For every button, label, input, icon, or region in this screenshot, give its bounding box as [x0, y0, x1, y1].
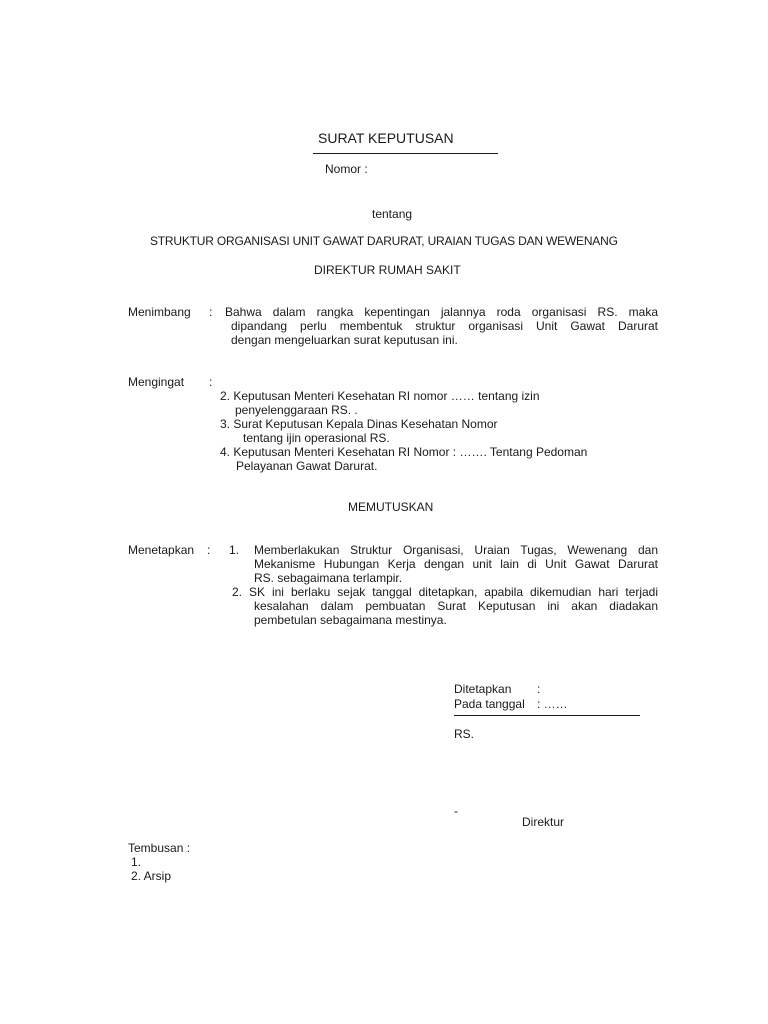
menetapkan-colon: : — [207, 543, 211, 557]
mengingat-label: Mengingat — [128, 375, 185, 389]
menimbang-line-3: dengan mengeluarkan surat keputusan ini. — [231, 333, 458, 347]
menimbang-label: Menimbang — [128, 305, 191, 319]
issuer-title: DIREKTUR RUMAH SAKIT — [314, 263, 461, 277]
signature-dash: - — [454, 804, 458, 818]
mengingat-item-3-line-1: 3. Surat Keputusan Kepala Dinas Kesehatan Nomor — [220, 417, 498, 431]
document-title: SURAT KEPUTUSAN — [318, 130, 454, 146]
mengingat-item-2-line-2: penyelenggaraan RS. . — [235, 403, 358, 417]
tembusan-label: Tembusan : — [128, 841, 191, 855]
menetapkan-item-1-line-1: Memberlakukan Struktur Organisasi, Uraian Tugas, Wewenang dan — [254, 543, 658, 557]
ditetapkan-value: : — [537, 682, 541, 696]
tentang-label: tentang — [372, 207, 413, 221]
tembusan-item-2: 2. Arsip — [131, 869, 172, 883]
mengingat-colon: : — [209, 375, 213, 389]
menimbang-line-2: dipandang perlu membentuk struktur organisasi Unit Gawat Darurat — [231, 319, 658, 333]
mengingat-item-4-line-1: 4. Keputusan Menteri Kesehatan RI Nomor : ……. Tentang Pedoman — [220, 445, 588, 459]
tanggal-label: Pada tanggal — [454, 697, 525, 711]
rs-label: RS. — [454, 727, 475, 741]
tanggal-value: : …… — [537, 697, 568, 711]
menetapkan-item-2-line-2: kesalahan dalam pembuatan Surat Keputusan ini akan diadakan — [254, 599, 658, 613]
mengingat-item-4-line-2: Pelayanan Gawat Darurat. — [236, 459, 378, 473]
direktur-label: Direktur — [522, 815, 565, 829]
menetapkan-item-2-line-3: pembetulan sebagaimana mestinya. — [254, 613, 447, 627]
tembusan-item-1: 1. — [131, 855, 142, 869]
menetapkan-item-2-line-1: 2. SK ini berlaku sejak tanggal ditetapkan, apabila dikemudian hari terjadi — [232, 585, 658, 599]
mengingat-item-2-line-1: 2. Keputusan Menteri Kesehatan RI nomor …… tentang izin — [220, 389, 540, 403]
menimbang-colon: : — [209, 305, 213, 319]
menetapkan-item-1-line-3: RS. sebagaimana terlampir. — [254, 571, 403, 585]
decision-subject: STRUKTUR ORGANISASI UNIT GAWAT DARURAT, URAIAN TUGAS DAN WEWENANG — [150, 234, 618, 248]
menetapkan-label: Menetapkan — [128, 543, 195, 557]
ditetapkan-label: Ditetapkan — [454, 682, 512, 696]
menetapkan-item-1-line-2: Mekanisme Hubungan Kerja dengan unit lain di Unit Gawat Darurat — [254, 557, 658, 571]
signature-rule — [454, 715, 640, 716]
title-underline — [313, 153, 498, 154]
nomor-label: Nomor : — [325, 162, 368, 176]
menimbang-line-1: Bahwa dalam rangka kepentingan jalannya roda organisasi RS. maka — [225, 305, 658, 319]
memutuskan-heading: MEMUTUSKAN — [348, 500, 434, 514]
mengingat-item-3-line-2: tentang ijin operasional RS. — [243, 431, 390, 445]
menetapkan-item-1-number: 1. — [229, 543, 240, 557]
